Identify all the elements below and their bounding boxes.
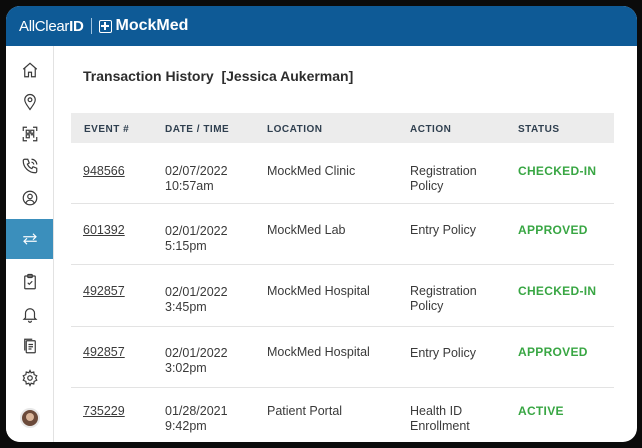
nav-clipboard[interactable] — [6, 266, 53, 298]
column-action: ACTION — [410, 124, 452, 135]
table-row — [71, 265, 614, 327]
column-event: EVENT # — [84, 124, 130, 135]
event-link[interactable]: 948566 — [83, 164, 125, 178]
avatar[interactable] — [20, 408, 40, 428]
transfer-arrows-icon — [21, 230, 39, 248]
date-cell: 01/28/2021 — [165, 404, 228, 418]
nav-qr[interactable] — [6, 118, 53, 150]
time-cell: 10:57am — [165, 179, 214, 193]
clipboard-icon — [21, 273, 39, 291]
location-cell: MockMed Clinic — [267, 164, 356, 178]
status-badge: APPROVED — [518, 345, 588, 359]
event-link[interactable]: 492857 — [83, 345, 125, 359]
action-cell: Health ID — [410, 404, 463, 418]
date-cell: 02/01/2022 — [165, 285, 228, 299]
documents-icon — [21, 337, 39, 355]
bell-icon — [21, 305, 39, 323]
user-name: [Jessica Aukerman] — [221, 68, 354, 84]
status-badge: ACTIVE — [518, 404, 564, 418]
status-badge: CHECKED-IN — [518, 284, 597, 298]
action-cell-line2: Enrollment — [410, 419, 470, 433]
location-cell: MockMed Hospital — [267, 345, 370, 359]
date-cell: 02/01/2022 — [165, 346, 228, 360]
nav-location[interactable] — [6, 86, 53, 118]
column-location: LOCATION — [267, 124, 323, 135]
mockmed-logo: MockMed — [115, 17, 189, 34]
time-cell: 3:02pm — [165, 361, 207, 375]
medical-cross-icon — [99, 20, 112, 33]
action-cell: Registration — [410, 164, 477, 178]
column-status: STATUS — [518, 124, 560, 135]
location-pin-icon — [21, 93, 39, 111]
allclear-logo: AllClearID — [19, 17, 84, 35]
page-title: Transaction History [Jessica Aukerman] — [83, 68, 354, 84]
table-row — [71, 143, 614, 204]
event-link[interactable]: 492857 — [83, 284, 125, 298]
time-cell: 3:45pm — [165, 300, 207, 314]
table-row — [71, 327, 614, 388]
top-bar — [6, 6, 637, 46]
nav-settings[interactable] — [6, 362, 53, 394]
column-datetime: DATE / TIME — [165, 124, 230, 135]
nav-home[interactable] — [6, 54, 53, 86]
event-link[interactable]: 735229 — [83, 404, 125, 418]
nav-profile[interactable] — [6, 182, 53, 214]
table-header — [71, 113, 614, 143]
app-window — [6, 6, 637, 442]
main-content — [54, 46, 637, 442]
location-cell: MockMed Lab — [267, 223, 346, 237]
action-cell-line2: Policy — [410, 179, 444, 193]
event-link[interactable]: 601392 — [83, 223, 125, 237]
status-badge: APPROVED — [518, 223, 588, 237]
action-cell: Entry Policy — [410, 346, 476, 360]
time-cell: 9:42pm — [165, 419, 207, 433]
status-badge: CHECKED-IN — [518, 164, 597, 178]
time-cell: 5:15pm — [165, 239, 207, 253]
action-cell: Entry Policy — [410, 223, 476, 237]
action-cell: Registration — [410, 284, 477, 298]
user-circle-icon — [21, 189, 39, 207]
gear-icon — [21, 369, 39, 387]
nav-transactions[interactable] — [6, 219, 53, 259]
date-cell: 02/07/2022 — [165, 164, 228, 178]
table-row — [71, 204, 614, 265]
brand-divider — [91, 18, 92, 34]
location-cell: Patient Portal — [267, 404, 343, 418]
table-row — [71, 388, 614, 442]
nav-documents[interactable] — [6, 330, 53, 362]
nav-phone[interactable] — [6, 150, 53, 182]
date-cell: 02/01/2022 — [165, 224, 228, 238]
home-icon — [21, 61, 39, 79]
phone-icon — [21, 157, 39, 175]
action-cell-line2: Policy — [410, 299, 444, 313]
qr-code-icon — [21, 125, 39, 143]
nav-notifications[interactable] — [6, 298, 53, 330]
sidebar — [6, 46, 54, 442]
location-cell: MockMed Hospital — [267, 284, 370, 298]
